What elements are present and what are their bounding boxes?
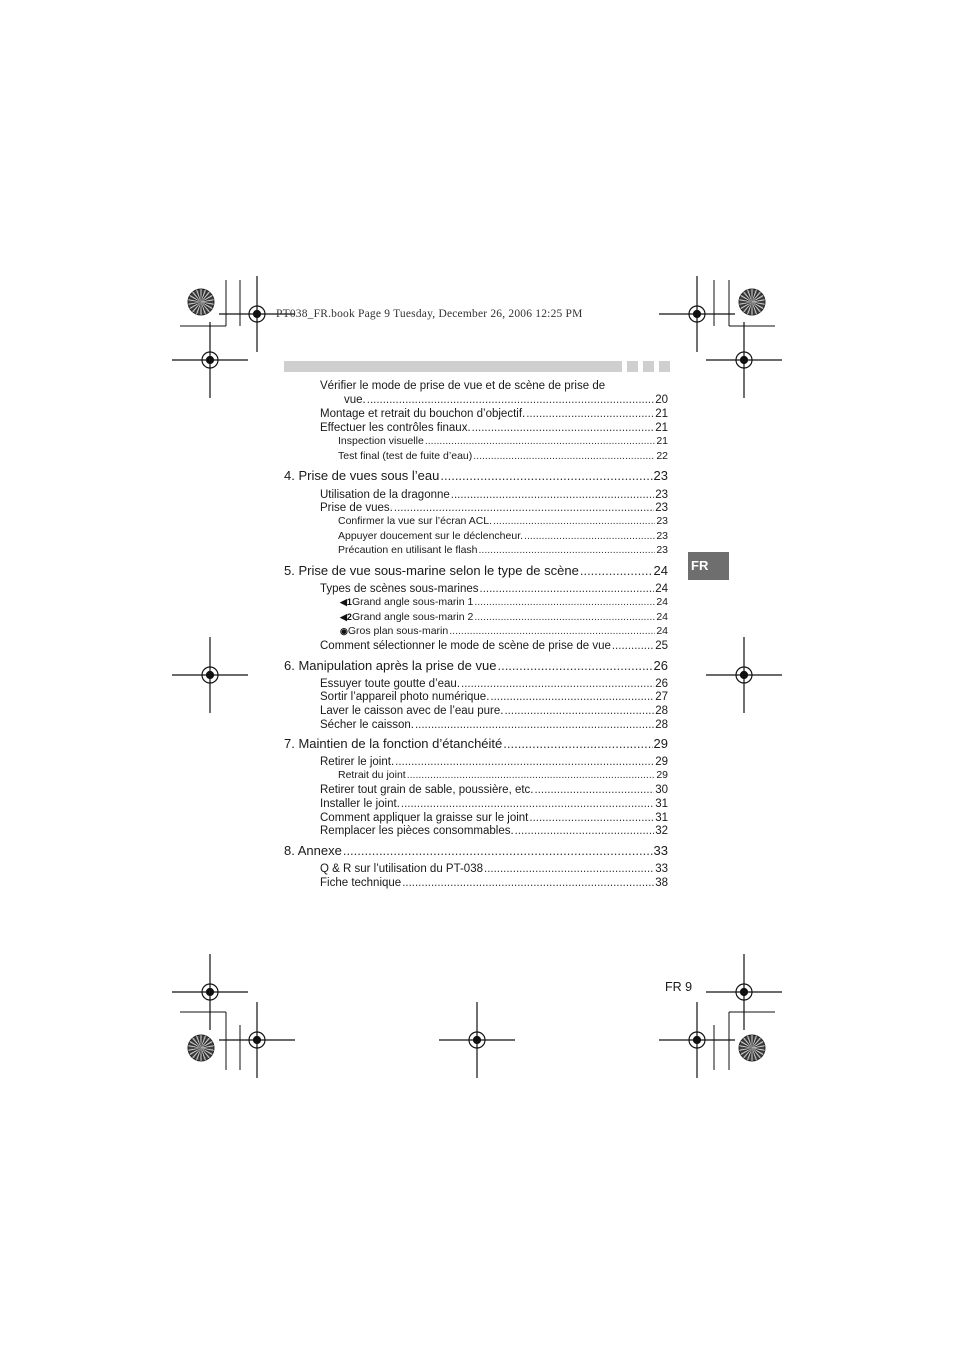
toc-chapter-4: 4. Prise de vues sous l’eau ..... 23 xyxy=(284,468,668,483)
starburst-mark-icon xyxy=(188,289,214,315)
starburst-mark-icon xyxy=(739,289,765,315)
toc-entry: Essuyer toute goutte d’eau. ..... 26 xyxy=(320,678,668,690)
toc-entry: Types de scènes sous-marines ..... 24 xyxy=(320,583,668,595)
registration-target-icon xyxy=(172,322,248,398)
registration-target-icon xyxy=(219,1002,295,1078)
toc-chapter-8: 8. Annexe ..... 33 xyxy=(284,843,668,858)
toc-entry: Sortir l’appareil photo numérique. ..... 27 xyxy=(320,691,668,703)
toc-subentry: Précaution en utilisant le flash ..... 23 xyxy=(338,544,668,556)
macro-fish-icon: ◉ xyxy=(340,626,348,636)
toc-chapter-5: 5. Prise de vue sous-marine selon le type de scène ..... 24 xyxy=(284,563,668,578)
toc-entry: vue. ..... 20 xyxy=(344,394,668,406)
registration-target-icon xyxy=(659,1002,735,1078)
toc-subentry: Inspection visuelle ..... 21 xyxy=(338,435,668,447)
toc-chapter-7: 7. Maintien de la fonction d’étanchéité ..... 29 xyxy=(284,736,668,751)
language-tab: FR xyxy=(688,552,729,580)
toc-entry: Comment sélectionner le mode de scène de prise de vue ..... 25 xyxy=(320,640,668,652)
registration-target-icon xyxy=(706,322,782,398)
header-square-2 xyxy=(643,361,654,372)
registration-target-icon xyxy=(659,276,735,352)
toc-subentry: Confirmer la vue sur l’écran ACL. ..... 23 xyxy=(338,515,668,527)
toc-subentry: ◀1 Grand angle sous-marin 1 ..... 24 xyxy=(340,596,668,608)
print-header-line: PT038_FR.book Page 9 Tuesday, December 26, 2006 12:25 PM xyxy=(276,308,583,320)
toc-entry: Comment appliquer la graisse sur le joint ..... 31 xyxy=(320,812,668,824)
starburst-mark-icon xyxy=(739,1035,765,1061)
registration-target-icon xyxy=(706,954,782,1030)
toc-entry: Montage et retrait du bouchon d’objectif. ..... 21 xyxy=(320,408,668,420)
toc-entry: Prise de vues. ..... 23 xyxy=(320,502,668,514)
toc-subentry: Appuyer doucement sur le déclencheur. ..... 23 xyxy=(338,530,668,542)
wide-angle-2-icon: ◀2 xyxy=(340,612,352,622)
registration-target-icon xyxy=(706,637,782,713)
toc-entry: Retirer le joint. ..... 29 xyxy=(320,756,668,768)
toc-entry: Installer le joint. ..... 31 xyxy=(320,798,668,810)
header-square-1 xyxy=(627,361,638,372)
wide-angle-1-icon: ◀1 xyxy=(340,597,352,607)
registration-target-icon xyxy=(172,637,248,713)
toc-entry: Utilisation de la dragonne ..... 23 xyxy=(320,489,668,501)
toc-subentry: ◉ Gros plan sous-marin ..... 24 xyxy=(340,625,668,637)
toc-subentry: ◀2 Grand angle sous-marin 2 ..... 24 xyxy=(340,611,668,623)
toc-subentry: Retrait du joint ..... 29 xyxy=(338,769,668,781)
page-number: FR 9 xyxy=(665,980,693,994)
header-square-3 xyxy=(659,361,670,372)
starburst-mark-icon xyxy=(188,1035,214,1061)
toc-chapter-6: 6. Manipulation après la prise de vue ..... 26 xyxy=(284,658,668,673)
registration-target-icon xyxy=(172,954,248,1030)
toc-entry: Laver le caisson avec de l’eau pure. ..... 28 xyxy=(320,705,668,717)
toc-entry: Retirer tout grain de sable, poussière, etc. ..... 30 xyxy=(320,784,668,796)
header-bar xyxy=(284,361,622,372)
toc-entry: Effectuer les contrôles finaux. ..... 21 xyxy=(320,422,668,434)
registration-target-icon xyxy=(439,1002,515,1078)
toc-entry-continued: Vérifier le mode de prise de vue et de scène de prise de xyxy=(320,380,606,392)
toc-entry: Sécher le caisson. ..... 28 xyxy=(320,719,668,731)
toc-entry: Q & R sur l’utilisation du PT-038 ..... 33 xyxy=(320,863,668,875)
toc-entry: Fiche technique ..... 38 xyxy=(320,877,668,889)
toc-entry: Remplacer les pièces consommables. ..... 32 xyxy=(320,825,668,837)
toc-subentry: Test final (test de fuite d’eau) ..... 22 xyxy=(338,450,668,462)
